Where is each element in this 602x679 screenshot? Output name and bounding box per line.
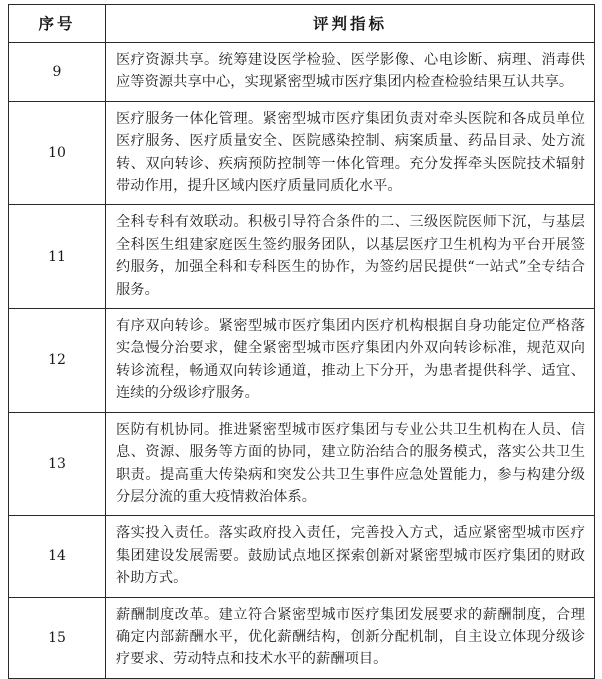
- row-sequence-number: 12: [9, 309, 106, 413]
- row-indicator-text: 有序双向转诊。紧密型城市医疗集团内医疗机构根据自身功能定位严格落实急慢分治要求，健全紧密型城市医疗集团内外双向转诊标准，规范双向转诊流程，畅通双向转诊通道，推动上下分开，为患者提供科学、适宜、连续的分级诊疗服务。: [106, 309, 595, 413]
- table-row: [9, 309, 595, 413]
- row-indicator-text: 医疗资源共享。统筹建设医学检验、医学影像、心电诊断、病理、消毒供应等资源共享中心，实现紧密型城市医疗集团内检查检验结果互认共享。: [106, 43, 595, 102]
- column-header-sequence: 序号: [9, 5, 106, 43]
- table-header-row: [9, 5, 595, 43]
- table-header: [9, 5, 595, 43]
- table-row: [9, 516, 595, 597]
- row-indicator-text: 医防有机协同。推进紧密型城市医疗集团与专业公共卫生机构在人员、信息、资源、服务等方面的协同，建立防治结合的服务模式，落实公共卫生职责。提高重大传染病和突发公共卫生事件应急处置能力，参与构建分级分层分流的重大疫情救治体系。: [106, 412, 595, 516]
- table-row: [9, 597, 595, 678]
- indicator-table: [8, 4, 595, 679]
- table-row: [9, 101, 595, 205]
- row-indicator-text: 医疗服务一体化管理。紧密型城市医疗集团负责对牵头医院和各成员单位医疗服务、医疗质量安全、医院感染控制、病案质量、药品目录、处方流转、双向转诊、疾病预防控制等一体化管理。充分发挥牵头医院技术辐射带动作用，提升区域内医疗质量同质化水平。: [106, 101, 595, 205]
- row-sequence-number: 15: [9, 597, 106, 678]
- row-indicator-text: 全科专科有效联动。积极引导符合条件的二、三级医院医师下沉，与基层全科医生组建家庭医生签约服务团队，以基层医疗卫生机构为平台开展签约服务，加强全科和专科医生的协作，为签约居民提供“一站式”全专结合服务。: [106, 205, 595, 309]
- row-indicator-text: 薪酬制度改革。建立符合紧密型城市医疗集团发展要求的薪酬制度，合理确定内部薪酬水平，优化薪酬结构，创新分配机制，自主设立体现分级诊疗要求、劳动特点和技术水平的薪酬项目。: [106, 597, 595, 678]
- column-header-indicator: 评判指标: [106, 5, 595, 43]
- table-row: [9, 205, 595, 309]
- row-sequence-number: 9: [9, 43, 106, 102]
- row-sequence-number: 13: [9, 412, 106, 516]
- row-sequence-number: 14: [9, 516, 106, 597]
- table-body: [9, 43, 595, 679]
- indicator-table-container: [8, 4, 594, 679]
- row-sequence-number: 11: [9, 205, 106, 309]
- table-row: [9, 43, 595, 102]
- table-row: [9, 412, 595, 516]
- row-sequence-number: 10: [9, 101, 106, 205]
- row-indicator-text: 落实投入责任。落实政府投入责任，完善投入方式，适应紧密型城市医疗集团建设发展需要。鼓励试点地区探索创新对紧密型城市医疗集团的财政补助方式。: [106, 516, 595, 597]
